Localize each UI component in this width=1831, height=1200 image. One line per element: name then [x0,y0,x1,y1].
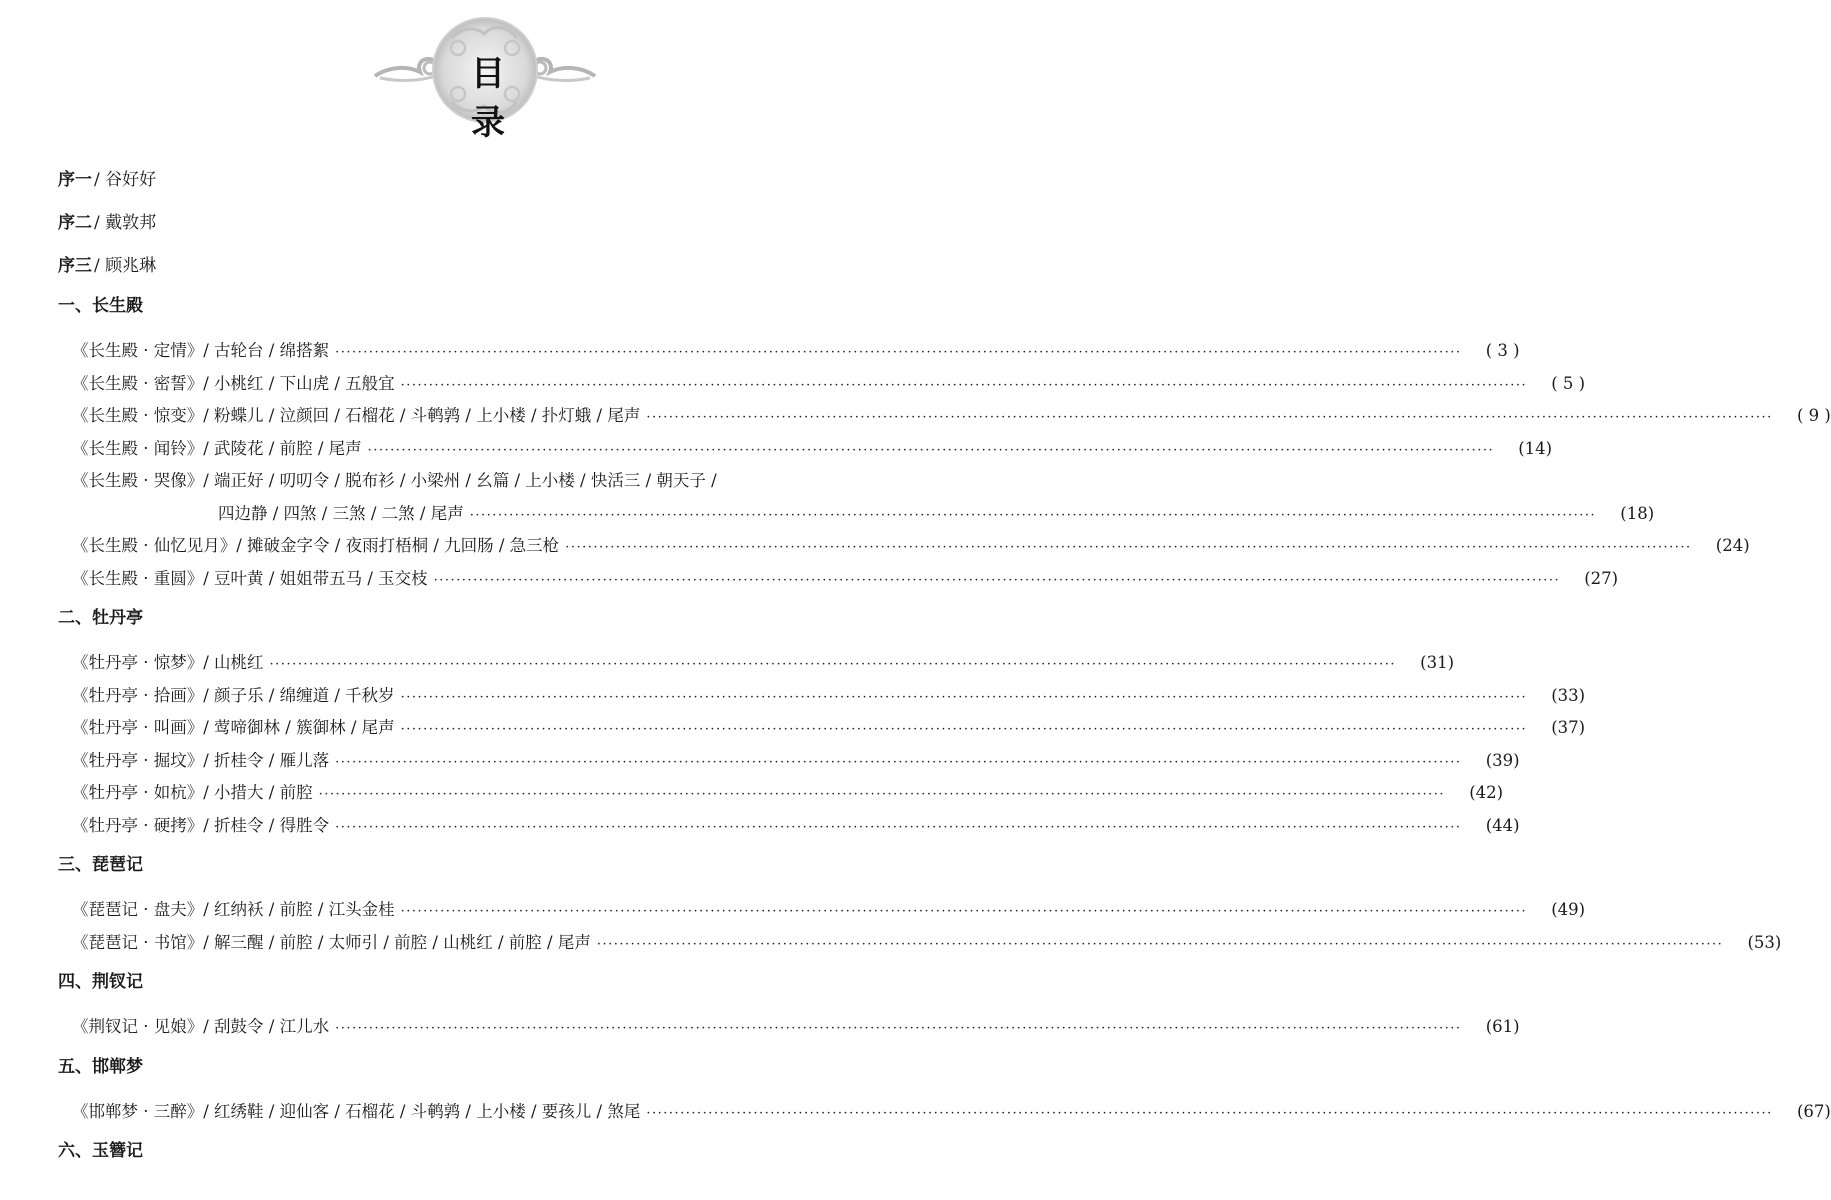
preface-author: / 戴敦邦 [94,213,157,233]
dot-leader: ········································································································································································································ [335,1021,1462,1036]
entry-text: 《邯郸梦 · 三醉》/ 红绣鞋 / 迎仙客 / 石榴花 / 斗鹌鹑 / 上小楼 / 要孩儿 / 煞尾 [72,1096,640,1129]
preface-item[interactable] [58,205,928,248]
entry-text: 《牡丹亭 · 惊梦》/ 山桃红 [72,647,264,680]
section-heading[interactable]: 三、琵琶记 [58,855,143,875]
page-number: (49) [1551,900,1586,919]
toc-section [58,603,1586,842]
entry-text: 《牡丹亭 · 叫画》/ 莺啼御林 / 簇御林 / 尾声 [72,712,395,745]
preface-author: / 谷好好 [94,170,157,190]
section-heading[interactable]: 五、邯郸梦 [58,1056,143,1077]
entry-text-line1: 《长生殿 · 哭像》/ 端正好 / 叨叨令 / 脱布衫 / 小梁州 / 幺篇 / 上小楼 / 快活三 / 朝天子 / [72,471,717,490]
dot-leader: ········································································································································································································ [433,572,1561,588]
page-header [0,0,964,143]
toc-section [58,850,1782,959]
section-heading[interactable]: 六、玉簪记 [58,1141,143,1161]
entry-text: 《牡丹亭 · 硬拷》/ 折桂令 / 得胜令 [72,810,329,843]
page-number: ( 5 ) [1551,373,1586,393]
toc-section [58,291,1831,595]
toc-section [58,1052,1831,1129]
page-number: (18) [1620,503,1655,523]
entry-text: 《长生殿 · 重圆》/ 豆叶黄 / 姐姐带五马 / 玉交枝 [72,563,428,596]
page-number: (42) [1469,783,1504,802]
toc-entry[interactable] [58,647,1455,680]
toc-entry[interactable] [58,680,1586,713]
preface-list [58,162,928,291]
toc-section [58,967,1520,1044]
page-number: ( 3 ) [1485,341,1520,360]
entry-text: 《长生殿 · 密誓》/ 小桃红 / 下山虎 / 五般宜 [72,368,395,401]
preface-title: 序二 [58,213,92,233]
preface-item[interactable] [58,248,928,291]
dot-leader: ········································································································································································································ [469,507,1597,523]
page-number: (37) [1551,718,1586,737]
toc-entry[interactable] [58,712,1586,745]
toc-section [58,1136,928,1180]
dot-leader: ········································································································································································································ [318,787,1446,802]
toc-entry[interactable] [58,335,1520,368]
dot-leader: ········································································································································································································ [367,442,1495,458]
dot-leader: ········································································································································································································ [400,377,1528,393]
toc-entry[interactable] [58,927,1782,960]
entry-text: 四边静 / 四煞 / 三煞 / 二煞 / 尾声 [218,498,464,531]
entry-text: 《牡丹亭 · 拾画》/ 颜子乐 / 绵缠道 / 千秋岁 [72,680,395,713]
toc-entry[interactable] [58,894,1586,927]
dot-leader: ········································································································································································································ [335,345,1462,360]
toc-entry[interactable] [58,530,1750,563]
page-number: (33) [1551,685,1586,705]
toc-entry[interactable] [58,465,1655,530]
page-title: 目 录 [471,54,523,143]
dot-leader: ········································································································································································································ [269,657,1397,672]
page-number: (24) [1715,536,1750,555]
section-heading[interactable]: 一、长生殿 [58,296,143,316]
entry-text: 《荆钗记 · 见娘》/ 刮鼓令 / 江儿水 [72,1011,329,1044]
toc-entry[interactable] [58,810,1520,843]
dot-leader: ········································································································································································································ [400,904,1528,919]
section-list [58,291,1831,1180]
page-number: (27) [1584,568,1619,588]
toc-entry[interactable] [58,777,1504,810]
toc-entry[interactable] [58,1011,1520,1044]
entry-text: 《琵琶记 · 盘夫》/ 红纳袄 / 前腔 / 江头金桂 [72,894,395,927]
table-of-contents [58,162,1831,1188]
entry-text: 《长生殿 · 闻铃》/ 武陵花 / 前腔 / 尾声 [72,433,362,466]
toc-entry[interactable] [58,563,1619,596]
page-number: ( 9 ) [1796,406,1831,425]
toc-entry[interactable] [58,745,1520,778]
dot-leader: ········································································································································································································ [646,1105,1773,1121]
page-number: (61) [1485,1017,1520,1036]
section-heading[interactable]: 二、牡丹亭 [58,608,143,628]
entry-text: 《长生殿 · 惊变》/ 粉蝶儿 / 泣颜回 / 石榴花 / 斗鹌鹑 / 上小楼 / 扑灯蛾 / 尾声 [72,400,640,433]
toc-entry[interactable] [58,400,1831,433]
dot-leader: ········································································································································································································ [400,722,1528,737]
page-number: (31) [1420,653,1455,672]
dot-leader: ········································································································································································································ [335,754,1462,770]
toc-entry[interactable] [58,368,1586,401]
page-number: (39) [1485,750,1520,770]
page-number: (67) [1796,1101,1831,1121]
section-heading[interactable]: 四、荆钗记 [58,972,143,992]
entry-text: 《长生殿 · 仙忆见月》/ 摊破金字令 / 夜雨打梧桐 / 九回肠 / 急三枪 [72,530,559,563]
page-number: (53) [1747,932,1782,952]
dot-leader: ········································································································································································································ [596,936,1724,952]
entry-text: 《琵琶记 · 书馆》/ 解三醒 / 前腔 / 太师引 / 前腔 / 山桃红 / 前腔 / 尾声 [72,927,591,960]
entry-text: 《长生殿 · 定情》/ 古轮台 / 绵搭絮 [72,335,329,368]
page-number: (14) [1518,438,1553,458]
dot-leader: ········································································································································································································ [335,819,1462,835]
dot-leader: ········································································································································································································ [400,689,1528,705]
page-number: (44) [1485,815,1520,835]
preface-title: 序一 [58,170,92,190]
dot-leader: ········································································································································································································ [565,540,1692,555]
entry-text: 《牡丹亭 · 如杭》/ 小措大 / 前腔 [72,777,313,810]
preface-item[interactable] [58,162,928,205]
entry-text: 《牡丹亭 · 掘坟》/ 折桂令 / 雁儿落 [72,745,329,778]
dot-leader: ········································································································································································································ [646,410,1773,425]
toc-entry[interactable] [58,433,1553,466]
toc-entry[interactable] [58,1096,1831,1129]
preface-title: 序三 [58,256,92,276]
preface-author: / 顾兆琳 [94,256,157,276]
